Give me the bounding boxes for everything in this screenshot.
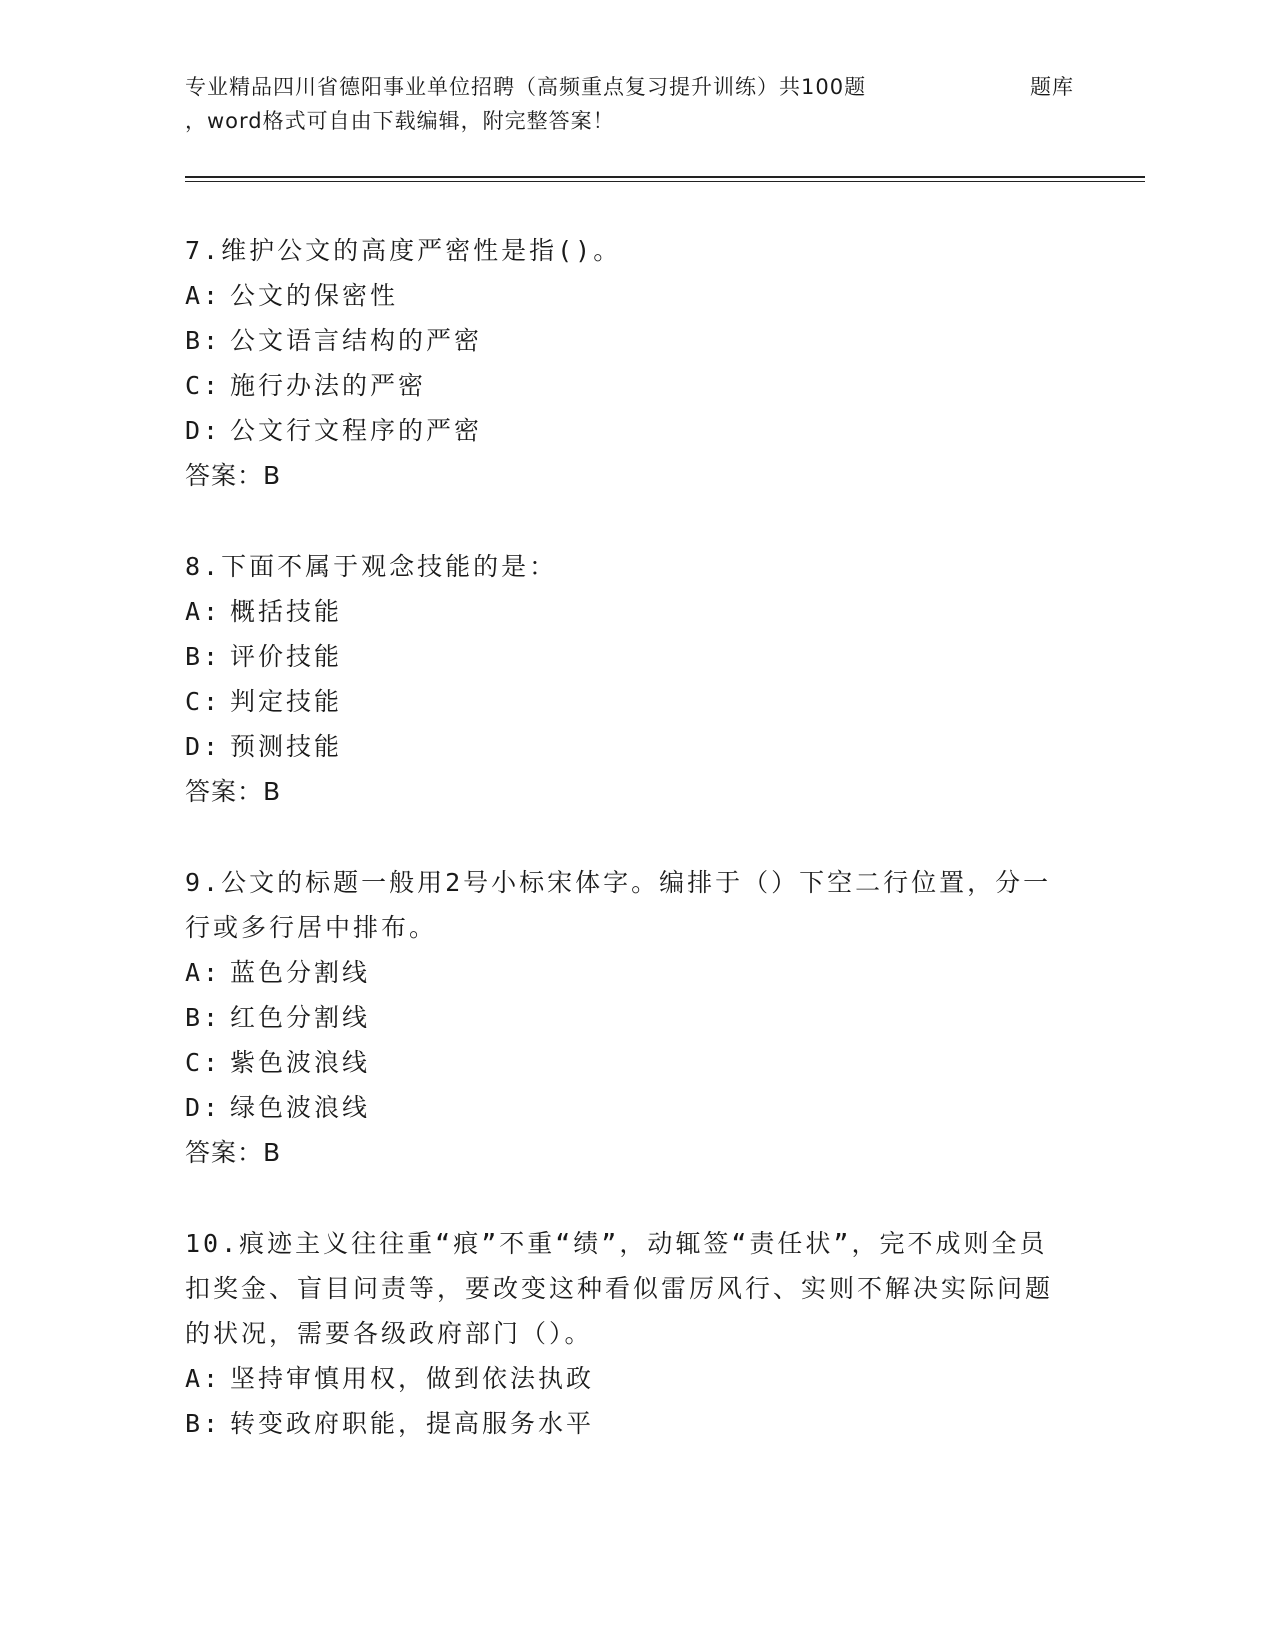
page-header	[185, 70, 1145, 138]
question-7	[185, 228, 1065, 498]
option-b	[185, 634, 1065, 679]
option-a	[185, 589, 1065, 634]
option-a	[185, 273, 1065, 318]
header-divider	[185, 176, 1145, 182]
option-letter: A:	[185, 597, 222, 626]
header-line-2: ，word格式可自由下载编辑，附完整答案！	[185, 109, 615, 133]
option-letter: B:	[185, 1003, 222, 1032]
question-stem: 7.维护公文的高度严密性是指()。	[185, 236, 622, 265]
document-title: 专业精品四川省德阳事业单位招聘（高频重点复习提升训练）共100题	[185, 75, 867, 99]
question-stem: 8.下面不属于观念技能的是：	[185, 552, 558, 581]
option-text: 绿色波浪线	[230, 1093, 371, 1122]
option-letter: B:	[185, 642, 222, 671]
option-d	[185, 724, 1065, 769]
option-text: 紫色波浪线	[230, 1048, 371, 1077]
option-d	[185, 408, 1065, 453]
option-text: 判定技能	[230, 687, 343, 716]
answer-line: 答案：B	[185, 1138, 282, 1167]
answer-line: 答案：B	[185, 777, 282, 806]
option-letter: C:	[185, 371, 222, 400]
question-9	[185, 860, 1065, 1175]
option-text: 公文的保密性	[230, 281, 399, 310]
option-b	[185, 1401, 1065, 1446]
question-stem: 9.公文的标题一般用2号小标宋体字。编排于（）下空二行位置，分一行或多行居中排布。	[185, 868, 1052, 942]
option-text: 红色分割线	[230, 1003, 371, 1032]
question-8	[185, 544, 1065, 814]
option-a	[185, 950, 1065, 995]
question-stem: 10.痕迹主义往往重“痕”不重“绩”，动辄签“责任状”，完不成则全员扣奖金、盲目问责等，要改变这种看似雷厉风行、实则不解决实际问题的状况，需要各级政府部门（）。	[185, 1229, 1054, 1348]
question-10	[185, 1221, 1065, 1446]
option-letter: B:	[185, 1409, 222, 1438]
option-c	[185, 679, 1065, 724]
option-text: 概括技能	[230, 597, 343, 626]
option-text: 公文语言结构的严密	[230, 326, 483, 355]
header-right-label: 题库	[1030, 75, 1074, 99]
option-letter: D:	[185, 732, 222, 761]
answer-line: 答案：B	[185, 461, 282, 490]
option-text: 施行办法的严密	[230, 371, 427, 400]
option-letter: A:	[185, 281, 222, 310]
option-text: 转变政府职能，提高服务水平	[230, 1409, 595, 1438]
option-b	[185, 318, 1065, 363]
option-c	[185, 1040, 1065, 1085]
option-text: 预测技能	[230, 732, 343, 761]
option-b	[185, 995, 1065, 1040]
option-letter: A:	[185, 958, 222, 987]
option-text: 评价技能	[230, 642, 343, 671]
option-text: 坚持审慎用权，做到依法执政	[230, 1364, 595, 1393]
option-letter: C:	[185, 687, 222, 716]
option-c	[185, 363, 1065, 408]
question-list	[185, 228, 1065, 1492]
option-letter: D:	[185, 1093, 222, 1122]
option-letter: D:	[185, 416, 222, 445]
option-d	[185, 1085, 1065, 1130]
option-letter: C:	[185, 1048, 222, 1077]
option-letter: B:	[185, 326, 222, 355]
option-letter: A:	[185, 1364, 222, 1393]
option-a	[185, 1356, 1065, 1401]
option-text: 公文行文程序的严密	[230, 416, 483, 445]
option-text: 蓝色分割线	[230, 958, 371, 987]
header-line-1	[185, 70, 1145, 104]
